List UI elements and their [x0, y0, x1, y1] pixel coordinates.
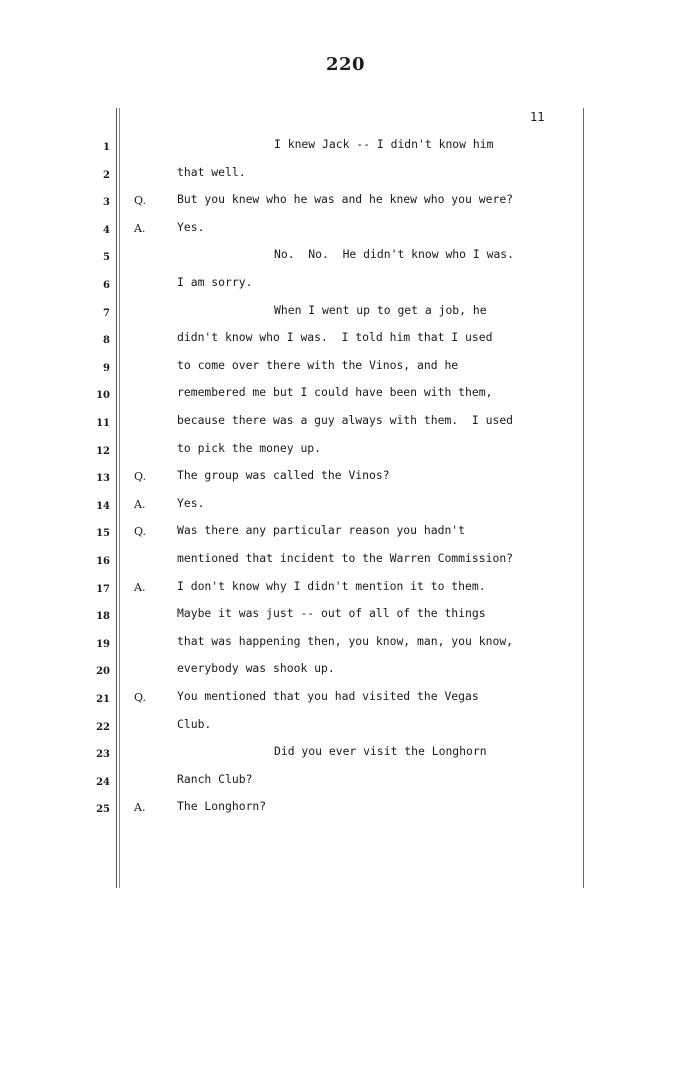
line-text: Club.	[177, 716, 212, 731]
transcript-line	[0, 634, 691, 654]
line-text: You mentioned that you had visited the Vegas	[177, 689, 479, 703]
line-text: that well.	[177, 164, 246, 179]
speaker-label: Q.	[134, 470, 146, 484]
transcript-line	[0, 165, 691, 185]
speaker-label: A.	[134, 580, 146, 594]
line-number: 25	[96, 804, 110, 816]
line-text: Maybe it was just -- out of all of the things	[177, 606, 486, 621]
speaker-label: Q.	[134, 691, 146, 704]
line-text: didn't know who I was. I told him that I used	[177, 330, 493, 345]
transcript-line	[0, 413, 691, 433]
transcript-line	[0, 330, 691, 350]
transcript-line	[0, 523, 691, 543]
transcript-line	[0, 717, 691, 737]
line-text: everybody was shook up.	[177, 661, 335, 676]
line-text: to pick the money up.	[177, 440, 322, 455]
transcript-line	[0, 247, 691, 267]
line-number: 6	[103, 280, 110, 291]
line-number: 7	[103, 307, 110, 319]
line-number: 2	[103, 169, 110, 181]
line-number: 16	[96, 556, 110, 567]
speaker-label: Q.	[134, 525, 146, 539]
transcript-line	[0, 358, 691, 378]
transcript-line	[0, 385, 691, 405]
line-number: 4	[103, 224, 110, 236]
line-text: Was there any particular reason you hadn't	[177, 523, 466, 538]
transcript-line	[0, 192, 691, 212]
page-number: 220	[325, 54, 366, 75]
line-text: But you knew who he was and he knew who you were?	[177, 192, 514, 207]
transcript-line	[0, 275, 691, 295]
line-text: Did you ever visit the Longhorn	[274, 744, 487, 759]
transcript-line	[0, 661, 691, 681]
line-text: The Longhorn?	[177, 799, 267, 814]
line-text: remembered me but I could have been with them,	[177, 385, 493, 400]
line-text: that was happening then, you know, man, you know,	[177, 633, 514, 648]
line-number: 5	[103, 252, 110, 264]
line-text: I am sorry.	[177, 275, 253, 289]
line-text: because there was a guy always with them. I used	[177, 413, 514, 427]
transcript-line	[0, 772, 691, 792]
line-number: 3	[103, 197, 110, 209]
transcript-line	[0, 689, 691, 709]
transcript-line	[0, 468, 691, 488]
transcript-line	[0, 137, 691, 157]
line-number: 17	[96, 583, 110, 595]
line-number: 20	[96, 666, 110, 678]
transcript-line	[0, 303, 691, 323]
line-number: 23	[96, 749, 110, 761]
transcript-page-number: 11	[530, 110, 545, 124]
transcript-line	[0, 799, 691, 819]
line-number: 21	[96, 694, 110, 705]
speaker-label: A.	[134, 221, 146, 235]
speaker-label: A.	[134, 801, 146, 815]
line-text: Yes.	[177, 219, 205, 234]
line-number: 18	[96, 611, 110, 623]
speaker-label: Q.	[134, 194, 146, 208]
line-text: I knew Jack -- I didn't know him	[274, 137, 494, 151]
line-text: When I went up to get a job, he	[274, 302, 487, 317]
line-text: Yes.	[177, 495, 205, 510]
transcript-line	[0, 496, 691, 516]
line-number: 10	[96, 390, 110, 402]
line-number: 8	[103, 335, 110, 347]
transcript-line	[0, 606, 691, 626]
transcript-line	[0, 744, 691, 764]
line-text: No. No. He didn't know who I was.	[274, 247, 515, 262]
line-text: mentioned that incident to the Warren Commission?	[177, 551, 514, 565]
line-number: 12	[96, 445, 110, 457]
line-text: The group was called the Vinos?	[177, 468, 390, 483]
speaker-label: A.	[134, 497, 146, 511]
transcript-line	[0, 551, 691, 571]
line-number: 1	[103, 142, 110, 153]
transcript-line	[0, 441, 691, 461]
line-number: 14	[96, 500, 110, 512]
line-text: Ranch Club?	[177, 771, 253, 786]
line-text: I don't know why I didn't mention it to them.	[177, 578, 486, 593]
line-number: 13	[96, 473, 110, 485]
line-number: 15	[96, 528, 110, 540]
line-number: 11	[96, 418, 110, 429]
line-number: 9	[103, 362, 110, 374]
line-number: 19	[96, 638, 110, 650]
line-number: 24	[96, 776, 110, 788]
line-number: 22	[96, 721, 110, 733]
line-text: to come over there with the Vinos, and he	[177, 357, 459, 372]
transcript-line	[0, 220, 691, 240]
transcript-line	[0, 579, 691, 599]
